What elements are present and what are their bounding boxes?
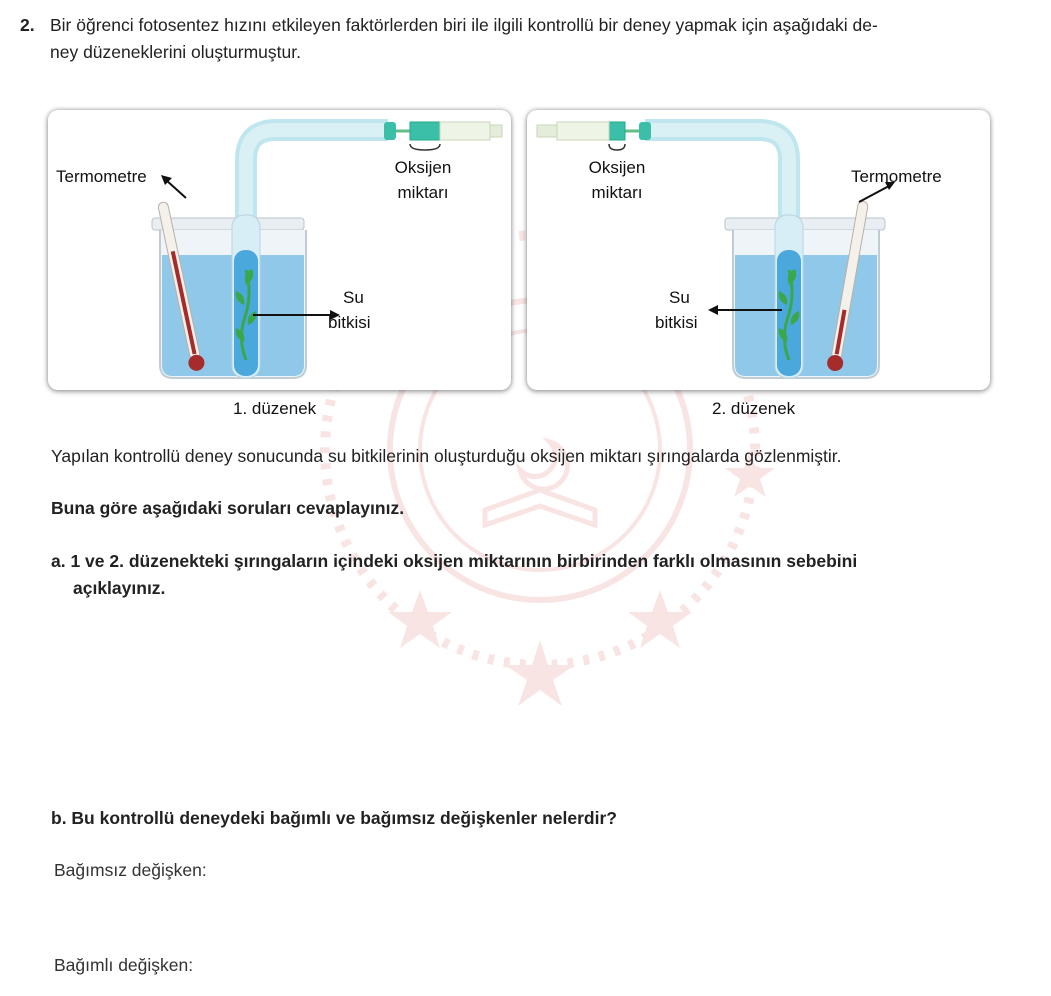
setup-1-caption: 1. düzenek xyxy=(233,399,317,418)
part-a-line-2: açıklayınız. xyxy=(73,578,166,598)
part-a-line-1: a. 1 ve 2. düzenekteki şırıngaların içindeki oksijen miktarının birbirinden farklı olmasının sebebini xyxy=(51,551,858,571)
thermometer-label: Termometre xyxy=(56,167,147,186)
setup-2-caption: 2. düzenek xyxy=(712,399,796,418)
syringe-oxygen-fill xyxy=(410,122,440,140)
part-a-question xyxy=(51,548,1031,602)
question-number: 2. xyxy=(20,15,35,35)
oxygen-label-line-2: miktarı xyxy=(591,183,643,202)
instruction-text: Buna göre aşağıdaki soruları cevaplayınız. xyxy=(51,498,405,518)
setup-1-panel xyxy=(48,110,511,390)
oxygen-label-line-2: miktarı xyxy=(397,183,449,202)
thermometer-label: Termometre xyxy=(851,167,942,186)
question-line-2: ney düzeneklerini oluşturmuştur. xyxy=(50,42,301,62)
question-text xyxy=(20,12,1030,66)
dependent-variable-label: Bağımlı değişken: xyxy=(54,955,194,975)
setup-1-illustration xyxy=(48,110,511,390)
syringe-connector xyxy=(639,122,651,140)
observation-text: Yapılan kontrollü deney sonucunda su bitkilerinin oluşturduğu oksijen miktarı şırıngalarda gözlenmiştir. xyxy=(51,446,842,466)
setup-2-panel xyxy=(527,110,990,390)
question-line-1: Bir öğrenci fotosentez hızını etkileyen faktörlerden biri ile ilgili kontrollü bir deney yapmak için aşağıdaki de- xyxy=(50,15,878,35)
oxygen-label-line-1: Oksijen xyxy=(588,158,646,177)
syringe-oxygen-fill xyxy=(609,122,625,140)
setup-2-illustration xyxy=(527,110,990,390)
plant-label-line-1: Su xyxy=(669,288,690,307)
part-b-question: b. Bu kontrollü deneydeki bağımlı ve bağımsız değişkenler nelerdir? xyxy=(51,808,617,828)
plant-label-line-2: bitkisi xyxy=(655,313,698,332)
plant-label-line-2: bitkisi xyxy=(328,313,371,332)
plant-label-line-1: Su xyxy=(343,288,364,307)
oxygen-label-line-1: Oksijen xyxy=(394,158,452,177)
independent-variable-label: Bağımsız değişken: xyxy=(54,860,207,880)
syringe-connector xyxy=(384,122,396,140)
